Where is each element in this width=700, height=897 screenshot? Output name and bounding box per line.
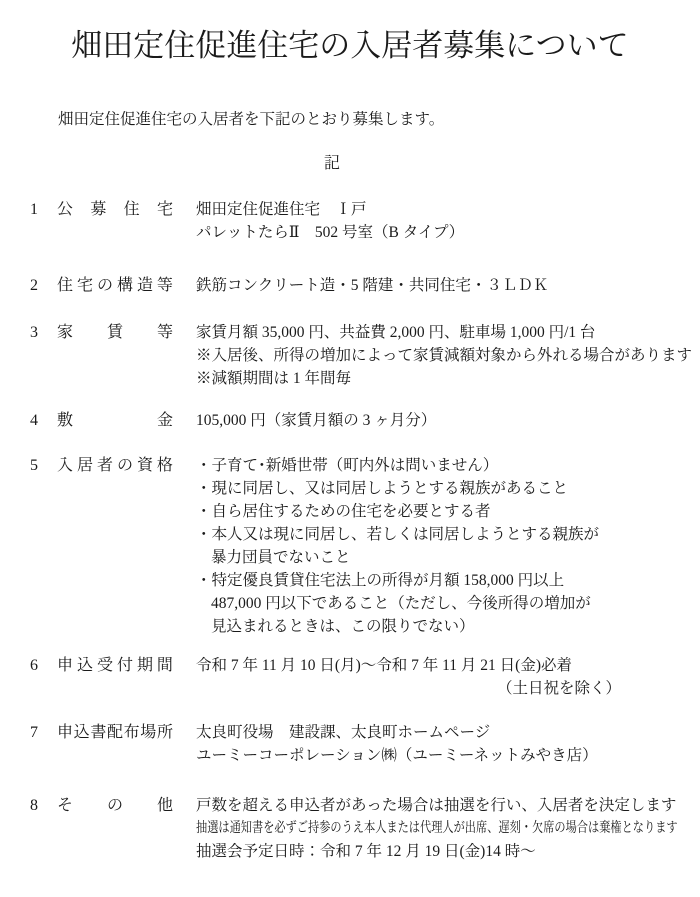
section-row-8 — [0, 794, 700, 863]
section-line: 暴力団員でないこと — [211, 549, 351, 566]
section-number: 1 — [30, 201, 38, 218]
ki-marker: 記 — [323, 155, 340, 172]
section-line: ユーミーコーポレーション㈱（ユーミーネットみやき店） — [196, 747, 598, 764]
section-row-4 — [0, 409, 700, 432]
section-line: 太良町役場 建設課、太良町ホームページ — [196, 724, 491, 741]
section-line: （土日祝を除く） — [497, 680, 622, 697]
section-line: 見込まれるときは、この限りでない） — [211, 618, 475, 635]
intro-text: 畑田定住促進住宅の入居者を下記のとおり募集します。 — [58, 111, 445, 128]
section-line: ・子育て･新婚世帯（町内外は問いません） — [196, 457, 499, 474]
section-number: 4 — [30, 412, 38, 429]
section-line: 抽選は通知書を必ずご持参のうえ本人または代理人が出席、遅刻・欠席の場合は棄権となります — [196, 821, 678, 836]
section-line: ※減額期間は 1 年間毎 — [196, 370, 352, 387]
section-content — [196, 654, 700, 700]
section-number: 2 — [30, 277, 38, 294]
page-title: 畑田定住促進住宅の入居者募集について — [71, 28, 629, 63]
section-label: 敷 金 — [57, 412, 173, 429]
section-line: ・自ら居住するための住宅を必要とする者 — [196, 503, 491, 520]
section-row-2 — [0, 274, 700, 297]
section-line: 畑田定住促進住宅 Ｉ戸 — [196, 201, 367, 218]
section-label: 住 宅 の 構 造 等 — [57, 277, 173, 294]
section-content — [196, 198, 700, 244]
section-label: そ の 他 — [57, 797, 173, 814]
section-line: 抽選会予定日時：令和 7 年 12 月 19 日(金)14 時～ — [196, 843, 536, 860]
section-number: 3 — [30, 324, 38, 341]
section-line: ・本人又は現に同居し、若しくは同居しようとする親族が — [196, 526, 600, 543]
section-row-5 — [0, 454, 700, 638]
section-row-3 — [0, 321, 700, 390]
section-number: 6 — [30, 657, 38, 674]
section-row-7 — [0, 721, 700, 767]
section-label: 入 居 者 の 資 格 — [57, 457, 173, 474]
section-content — [196, 794, 700, 863]
section-line: 487,000 円以下であること（ただし、今後所得の増加が — [211, 595, 591, 612]
section-row-6 — [0, 654, 700, 700]
section-line: 令和 7 年 11 月 10 日(月)～令和 7 年 11 月 21 日(金)必着 — [196, 657, 572, 674]
section-number: 5 — [30, 457, 38, 474]
section-content — [196, 454, 700, 638]
section-line: パレットたらⅡ 502 号室（B タイプ） — [196, 224, 465, 241]
section-content — [196, 409, 700, 432]
section-content — [196, 721, 700, 767]
section-number: 8 — [30, 797, 38, 814]
section-line: ・特定優良賃貸住宅法上の所得が月額 158,000 円以上 — [196, 572, 565, 589]
section-label: 申 込 書 配 布 場 所 — [57, 724, 173, 741]
section-label: 公 募 住 宅 — [57, 201, 173, 218]
section-label: 申 込 受 付 期 間 — [57, 657, 173, 674]
section-line: ※入居後、所得の増加によって家賃減額対象から外れる場合があります — [196, 347, 693, 364]
section-line: 家賃月額 35,000 円、共益費 2,000 円、駐車場 1,000 円/1 台 — [196, 324, 596, 341]
section-row-1 — [0, 198, 700, 244]
section-content — [196, 274, 700, 297]
section-number: 7 — [30, 724, 38, 741]
section-content — [196, 321, 700, 390]
section-label: 家 賃 等 — [57, 324, 173, 341]
sections-list — [0, 198, 700, 863]
section-line: 鉄筋コンクリート造・5 階建・共同住宅・３ＬＤＫ — [196, 277, 549, 294]
section-line: ・現に同居し、又は同居しようとする親族があること — [196, 480, 569, 497]
section-line: 105,000 円（家賃月額の 3 ヶ月分） — [196, 412, 437, 429]
section-line: 戸数を超える申込者があった場合は抽選を行い、入居者を決定します — [196, 797, 677, 814]
